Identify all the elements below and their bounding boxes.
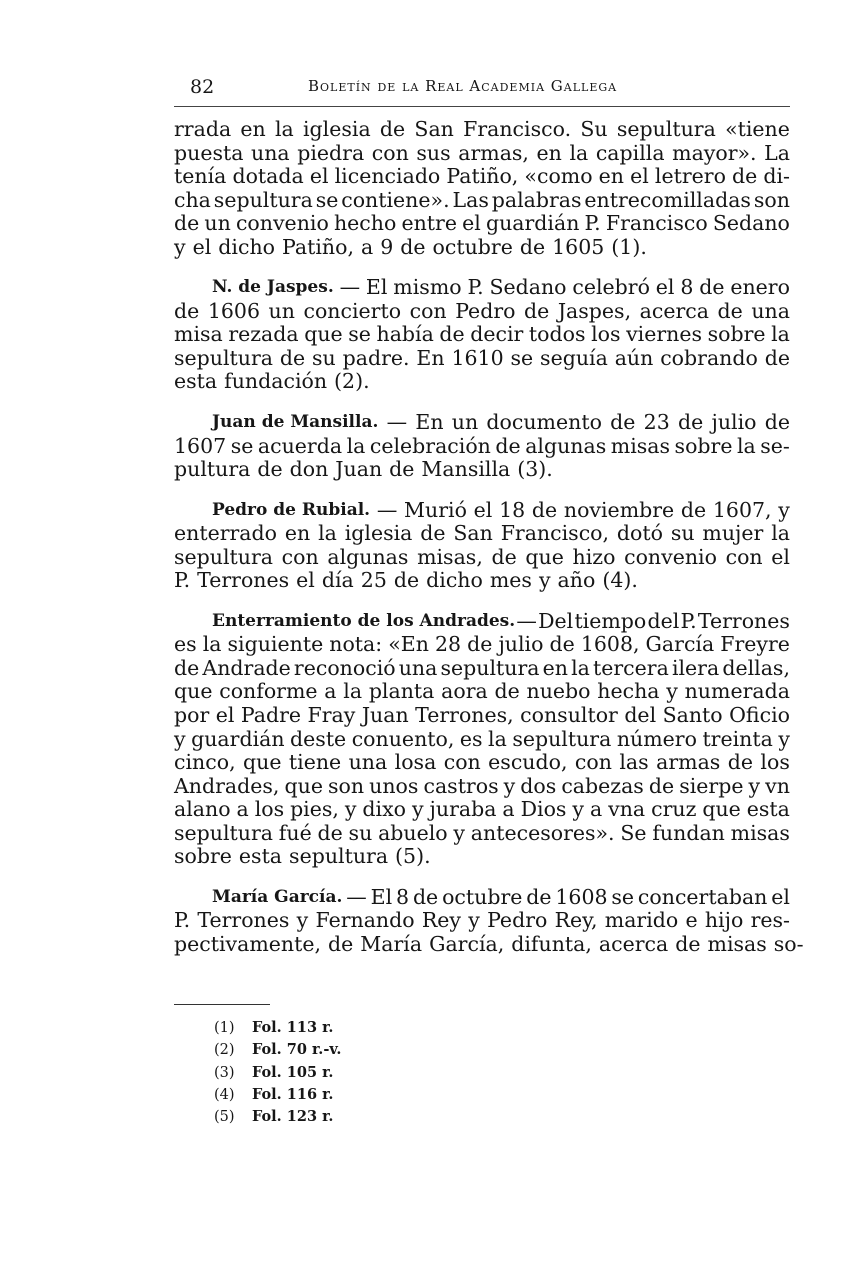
- footnote: [174, 1062, 790, 1084]
- text-line: 1607 se acuerda la celebración de algunas misas sobre la se-: [174, 433, 790, 458]
- text-line: pultura de don Juan de Mansilla (3).: [174, 457, 553, 482]
- paragraph: [174, 884, 804, 957]
- footnote-text: Fol. 70 r.-v.: [252, 1041, 342, 1059]
- header-rule: [174, 106, 790, 107]
- journal-title: Boletín de la Real Academia Gallega: [308, 77, 618, 95]
- paragraph: [174, 610, 790, 869]
- footnote-text: Fol. 123 r.: [252, 1108, 334, 1126]
- text-line: pectivamente, de María García, difunta, acerca de misas so-: [174, 931, 804, 956]
- footnote-number: (5): [214, 1109, 235, 1126]
- footnote-text: Fol. 105 r.: [252, 1063, 334, 1081]
- text-line: rrada en la iglesia de San Francisco. Su sepultura «tiene: [174, 117, 790, 141]
- section-label: Juan de Mansilla.: [212, 412, 379, 433]
- text-line: sepultura con algunas misas, de que hizo convenio con el: [174, 544, 790, 569]
- footnote: [174, 1106, 790, 1128]
- running-header: [190, 76, 790, 106]
- text-line: cha sepultura se contiene». Las palabras entrecomilladas son: [174, 187, 790, 212]
- text-line: y guardián deste conuento, es la sepultura número treinta y: [174, 726, 790, 751]
- text-line: enterrado en la iglesia de San Francisco, dotó su mujer la: [174, 521, 790, 546]
- text-line: María García. — El 8 de octubre de 1608 se concertaban el: [212, 884, 790, 909]
- paragraph: [174, 118, 790, 259]
- footnote-text: Fol. 116 r.: [252, 1085, 334, 1103]
- text-line: N. de Jaspes. — El mismo P. Sedano celebró el 8 de enero: [212, 275, 790, 300]
- text-line: por el Padre Fray Juan Terrones, consultor del Santo Oficio: [174, 703, 790, 728]
- footnote-rule: [174, 1004, 270, 1005]
- footnote: [174, 1017, 790, 1039]
- footnote-text: Fol. 113 r.: [252, 1019, 334, 1036]
- footnote: [174, 1039, 790, 1061]
- section-label: Enterramiento de los Andrades.: [212, 610, 516, 631]
- text-line: de 1606 un concierto con Pedro de Jaspes, acerca de una: [174, 298, 790, 323]
- text-line: tenía dotada el licenciado Patiño, «como en el letrero de di-: [174, 164, 790, 189]
- page-number: 82: [190, 76, 215, 98]
- text-line: sepultura fué de su abuelo y antecesores». Se fundan misas: [174, 820, 790, 845]
- text-line: que conforme a la planta aora de nuebo hecha y numerada: [174, 679, 790, 704]
- text-line: es la siguiente nota: «En 28 de julio de 1608, García Freyre: [174, 632, 790, 657]
- footnote: [174, 1084, 790, 1106]
- text-line: de Andrade reconoció una sepultura en la tercera ilera dellas,: [174, 655, 790, 680]
- footnotes: [174, 1004, 790, 1128]
- paragraph-gap: [174, 593, 790, 610]
- text-line: de un convenio hecho entre el guardián P. Francisco Sedano: [174, 211, 790, 236]
- text-line: Juan de Mansilla. — En un documento de 23 de julio de: [212, 410, 790, 435]
- paragraph: [174, 499, 790, 593]
- text-line: sepultura de su padre. En 1610 se seguía aún cobrando de: [174, 345, 790, 370]
- text-line: alano a los pies, y dixo y juraba a Dios y a vna cruz que esta: [174, 797, 790, 822]
- footnote-number: (1): [214, 1020, 235, 1036]
- footnote-number: (4): [214, 1086, 235, 1103]
- text-line: y el dicho Patiño, a 9 de octubre de 1605 (1).: [174, 234, 647, 259]
- text-line: Andrades, que son unos castros y dos cabezas de sierpe y vn: [174, 773, 790, 798]
- section-label: María García.: [212, 886, 343, 907]
- section-label: Pedro de Rubial.: [212, 499, 371, 520]
- text-line: P. Terrones el día 25 de dicho mes y año (4).: [174, 568, 638, 593]
- paragraph: [174, 276, 790, 394]
- paragraph-gap: [174, 394, 790, 411]
- text-line: P. Terrones y Fernando Rey y Pedro Rey, marido e hijo res-: [174, 908, 790, 933]
- text-line: Enterramiento de los Andrades. — Del tiempo del P. Terrones: [212, 608, 790, 633]
- text-line: Pedro de Rubial. — Murió el 18 de noviembre de 1607, y: [212, 497, 790, 522]
- footnote-number: (3): [214, 1064, 235, 1081]
- paragraph: [174, 411, 790, 482]
- footnote-number: (2): [214, 1042, 235, 1059]
- section-label: N. de Jaspes.: [212, 277, 334, 298]
- text-line: cinco, que tiene una losa con escudo, con las armas de los: [174, 750, 790, 775]
- article-body: [174, 117, 804, 957]
- paragraph-gap: [174, 869, 790, 886]
- text-line: esta fundación (2).: [174, 369, 370, 394]
- text-line: misa rezada que se había de decir todos los viernes sobre la: [174, 322, 790, 347]
- text-line: puesta una piedra con sus armas, en la capilla mayor». La: [174, 140, 790, 165]
- paragraph-gap: [174, 482, 790, 499]
- paragraph-gap: [174, 259, 790, 276]
- text-line: sobre esta sepultura (5).: [174, 844, 431, 869]
